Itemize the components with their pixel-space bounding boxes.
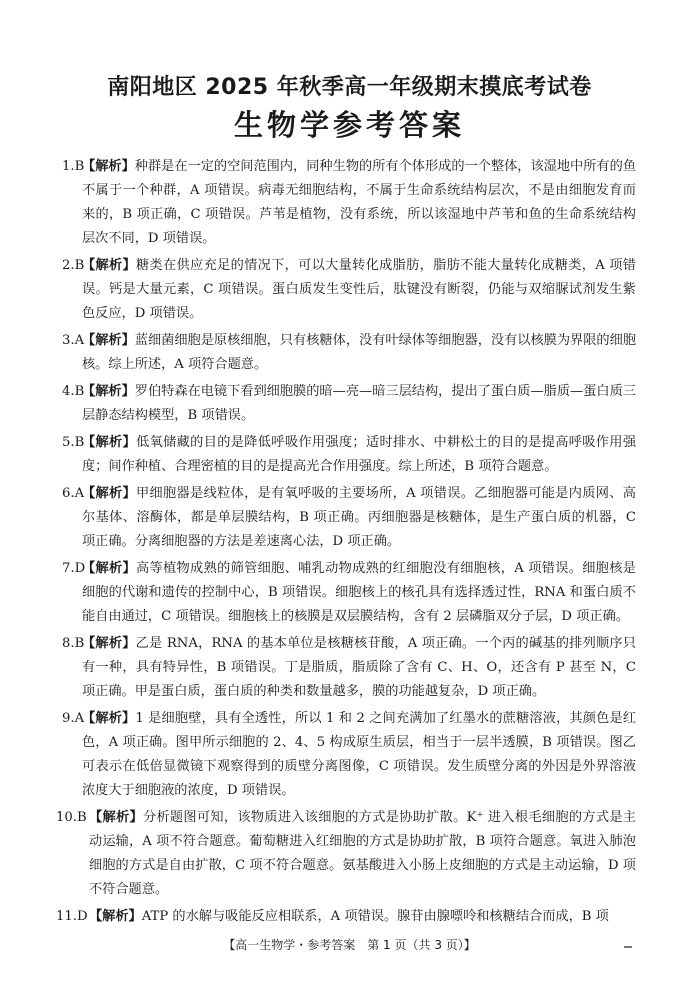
analysis-tag: 【解析】 — [82, 486, 137, 501]
answer-number: 10.B — [56, 810, 87, 825]
analysis-tag: 【解析】 — [82, 711, 136, 726]
analysis-tag: 【解析】 — [82, 258, 137, 273]
answer-item-2 — [62, 254, 636, 326]
answer-text: 糖类在供应充足的情况下，可以大量转化成脂肪，脂肪不能大量转化成糖类，A 项错误。钙是大量元素，C 项错误。蛋白质发生变性后，肽键没有断裂，仍能与双缩脲试剂发生紫色反应，D 项错误。 — [82, 258, 636, 321]
answer-key-title: 生物学参考答案 — [233, 108, 465, 142]
answer-number: 6.A — [62, 486, 85, 501]
answer-number: 7.D — [62, 561, 86, 576]
answer-number: 8.B — [62, 636, 85, 651]
analysis-tag: 【解析】 — [82, 636, 136, 651]
answer-text: 1 是细胞壁，具有全透性，所以 1 和 2 之间充满加了红墨水的蔗糖溶液，其颜色是红色，A 项正确。图甲所示细胞的 2、4、5 构成原生质层，相当于一层半透膜，B 项错误。图乙可表示在低倍显微镜下观察得到的质壁分离图像，C 项错误。发生质壁分离的外因是外界溶液浓度大于细胞液的浓度，D 项错误。 — [82, 711, 637, 798]
answer-text: 高等植物成熟的筛管细胞、哺乳动物成熟的红细胞没有细胞核，A 项错误。细胞核是细胞的代谢和遗传的控制中心，B 项错误。细胞核上的核孔具有选择透过性，RNA 和蛋白质不能自由通过，C 项错误。细胞核上的核膜是双层膜结构，含有 2 层磷脂双分子层，D 项正确。 — [82, 561, 636, 624]
answer-text: 分析题图可知，该物质进入该细胞的方式是协助扩散。K⁺ 进入根毛细胞的方式是主动运输，A 项不符合题意。葡萄糖进入红细胞的方式是协助扩散，B 项符合题意。氧进入肺泡细胞的方式是自由扩散，C 项不符合题意。氨基酸进入小肠上皮细胞的方式是主动运输，D 项不符合题意。 — [89, 810, 636, 897]
analysis-tag: 【解析】 — [89, 810, 143, 825]
answer-number: 2.B — [62, 258, 85, 273]
answer-number: 1.B — [62, 159, 85, 174]
answer-list — [56, 155, 637, 932]
answer-text: 种群是在一定的空间范围内，同种生物的所有个体形成的一个整体，该湿地中所有的鱼不属于一个种群，A 项错误。病毒无细胞结构，不属于生命系统结构层次，不是由细胞发育而来的，B 项正确，C 项错误。芦苇是植物，没有系统，所以该湿地中芦苇和鱼的生命系统结构层次不同，D 项错误。 — [82, 159, 636, 246]
answer-number: 5.B — [62, 435, 85, 450]
answer-item-1 — [62, 155, 636, 251]
answer-text: 蓝细菌细胞是原核细胞，只有核糖体，没有叶绿体等细胞器，没有以核膜为界限的细胞核。综上所述，A 项符合题意。 — [82, 333, 636, 372]
answer-item-8 — [62, 632, 636, 704]
answer-item-6 — [62, 482, 636, 554]
answer-item-5 — [62, 431, 636, 479]
analysis-tag: 【解析】 — [89, 909, 142, 924]
answer-text: 乙是 RNA，RNA 的基本单位是核糖核苷酸，A 项正确。一个丙的碱基的排列顺序只有一种，具有特异性，B 项错误。丁是脂质，脂质除了含有 C、H、O，还含有 P 甚至 N，C 项正确。甲是蛋白质，蛋白质的种类和数量越多，膜的功能越复杂，D 项正确。 — [82, 636, 636, 699]
answer-item-7 — [62, 557, 636, 629]
answer-text: 低氧储藏的目的是降低呼吸作用强度；适时排水、中耕松土的目的是提高呼吸作用强度；间作种植、合理密植的目的是提高光合作用强度。综上所述，B 项符合题意。 — [82, 435, 637, 474]
answer-number: 9.A — [62, 711, 85, 726]
answer-text: 甲细胞器是线粒体，是有氧呼吸的主要场所，A 项错误。乙细胞器可能是内质网、高尔基体、溶酶体，都是单层膜结构，B 项正确。丙细胞器是核糖体，是生产蛋白质的机器，C 项正确。分离细胞器的方法是差速离心法，D 项正确。 — [82, 486, 636, 549]
answer-text: 罗伯特森在电镜下看到细胞膜的暗—亮—暗三层结构，提出了蛋白质—脂质—蛋白质三层静态结构模型，B 项错误。 — [82, 384, 637, 423]
answer-item-9 — [62, 707, 636, 803]
analysis-tag: 【解析】 — [82, 159, 135, 174]
analysis-tag: 【解析】 — [82, 333, 135, 348]
answer-number: 3.A — [62, 333, 85, 348]
answer-item-3 — [62, 329, 636, 377]
analysis-tag: 【解析】 — [82, 435, 137, 450]
analysis-tag: 【解析】 — [82, 561, 137, 576]
answer-number: 11.D — [56, 909, 88, 924]
corner-mark — [624, 946, 632, 948]
answer-item-11 — [56, 905, 636, 929]
answer-item-4 — [62, 380, 636, 428]
answer-item-10 — [56, 806, 636, 902]
page-footer: 【高一生物学・参考答案 第 1 页（共 3 页）】 — [223, 938, 476, 952]
analysis-tag: 【解析】 — [82, 384, 135, 399]
exam-title: 南阳地区 2025 年秋季高一年级期末摸底考试卷 — [107, 75, 592, 100]
answer-text: ATP 的水解与吸能反应相联系，A 项错误。腺苷由腺嘌呤和核糖结合而成，B 项 — [141, 909, 609, 924]
answer-number: 4.B — [62, 384, 85, 399]
